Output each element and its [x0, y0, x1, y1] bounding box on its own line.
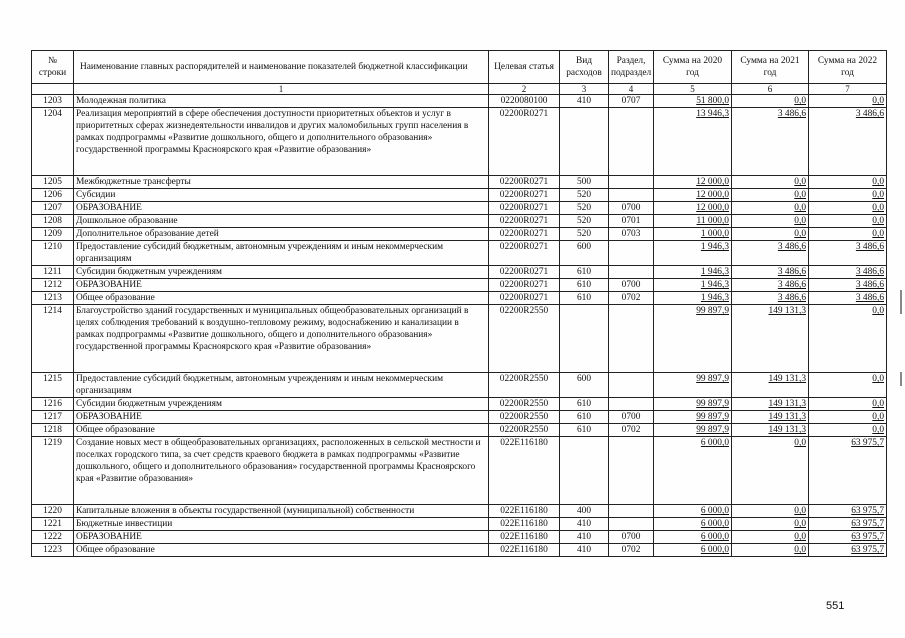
row-sum-2022-value: 0,0	[872, 229, 884, 239]
table-row	[32, 398, 887, 411]
header-section: Раздел, подраздел	[609, 51, 654, 84]
table-row	[32, 424, 887, 437]
row-number: 1208	[32, 215, 74, 228]
table-row	[32, 305, 887, 373]
row-expense-type: 410	[560, 544, 609, 557]
row-sum-2022	[809, 266, 887, 279]
row-sum-2021-value: 0,0	[794, 506, 806, 516]
header-name: Наименование главных распорядителей и наименование показателей бюджетной классификации	[74, 51, 489, 84]
row-target-article: 02200R0271	[489, 266, 560, 279]
table-row	[32, 202, 887, 215]
row-number: 1217	[32, 411, 74, 424]
row-sum-2022-value: 0,0	[872, 216, 884, 226]
row-expense-type: 520	[560, 228, 609, 241]
row-expense-type: 400	[560, 505, 609, 518]
row-expense-type: 520	[560, 189, 609, 202]
row-sum-2020	[654, 95, 732, 108]
header-sum-2021: Сумма на 2021 год	[732, 51, 809, 84]
row-sum-2021-value: 149 131,3	[768, 425, 806, 435]
row-sum-2022-value: 3 486,6	[855, 109, 884, 119]
row-sum-2022	[809, 437, 887, 505]
row-name: Общее образование	[74, 544, 489, 557]
table-row	[32, 544, 887, 557]
row-target-article: 02200R0271	[489, 279, 560, 292]
row-sum-2020	[654, 424, 732, 437]
row-section	[609, 189, 654, 202]
row-sum-2020-value: 99 897,9	[696, 306, 729, 316]
row-sum-2022	[809, 505, 887, 518]
row-sum-2020-value: 13 946,3	[696, 109, 729, 119]
row-sum-2022-value: 0,0	[872, 412, 884, 422]
scan-edge-mark	[900, 290, 902, 314]
row-sum-2021	[732, 531, 809, 544]
row-expense-type: 520	[560, 202, 609, 215]
row-target-article: 02200R0271	[489, 108, 560, 176]
row-sum-2022	[809, 424, 887, 437]
row-sum-2021-value: 149 131,3	[768, 399, 806, 409]
row-name: Благоустройство зданий государственных и муниципальных общеобразовательных организаций в целях соблюдения требований к воздушно-тепловому режиму, водоснабжению и канализации в рамках подпрограммы «Развитие дошкольного, общего и дополнительного образования» государственной программы Красноярского края «Развитие образования»	[74, 305, 489, 373]
row-sum-2020-value: 6 000,0	[700, 438, 729, 448]
row-sum-2022	[809, 373, 887, 398]
row-section	[609, 266, 654, 279]
row-section	[609, 241, 654, 266]
row-expense-type	[560, 437, 609, 505]
row-expense-type: 610	[560, 279, 609, 292]
row-expense-type: 520	[560, 215, 609, 228]
row-number: 1215	[32, 373, 74, 398]
row-sum-2021-value: 3 486,6	[777, 280, 806, 290]
row-name: Создание новых мест в общеобразовательных организациях, расположенных в сельской местности и поселках городского типа, за счет средств краевого бюджета в рамках подпрограммы «Развитие дошкольного, общего и дополнительного образования» государственной программы Красноярского края «Развитие образования»	[74, 437, 489, 505]
row-target-article: 02200R2550	[489, 305, 560, 373]
row-sum-2021	[732, 373, 809, 398]
row-sum-2020	[654, 228, 732, 241]
row-sum-2022-value: 0,0	[872, 96, 884, 106]
row-number: 1209	[32, 228, 74, 241]
row-sum-2022-value: 63 975,7	[851, 545, 884, 555]
row-sum-2022	[809, 518, 887, 531]
row-sum-2021-value: 0,0	[794, 177, 806, 187]
row-sum-2020-value: 6 000,0	[700, 519, 729, 529]
row-sum-2020-value: 1 946,3	[700, 280, 729, 290]
row-target-article: 022E116180	[489, 437, 560, 505]
row-number: 1213	[32, 292, 74, 305]
row-number: 1211	[32, 266, 74, 279]
row-name: Капитальные вложения в объекты государственной (муниципальной) собственности	[74, 505, 489, 518]
row-name: Субсидии бюджетным учреждениям	[74, 266, 489, 279]
row-name: Бюджетные инвестиции	[74, 518, 489, 531]
row-sum-2020	[654, 505, 732, 518]
header-sum-2022: Сумма на 2022 год	[809, 51, 887, 84]
row-sum-2021	[732, 108, 809, 176]
row-sum-2022-value: 0,0	[872, 306, 884, 316]
row-sum-2022	[809, 228, 887, 241]
row-sum-2021-value: 0,0	[794, 96, 806, 106]
row-sum-2021-value: 149 131,3	[768, 412, 806, 422]
row-section: 0702	[609, 544, 654, 557]
row-expense-type: 600	[560, 373, 609, 398]
row-sum-2021	[732, 518, 809, 531]
header-number: 3	[560, 84, 609, 95]
row-sum-2021-value: 3 486,6	[777, 293, 806, 303]
row-sum-2020	[654, 279, 732, 292]
row-sum-2021-value: 149 131,3	[768, 374, 806, 384]
scan-edge-mark	[900, 372, 902, 386]
row-expense-type: 600	[560, 241, 609, 266]
row-sum-2021-value: 0,0	[794, 203, 806, 213]
header-number: 7	[809, 84, 887, 95]
header-target-article: Целевая статья	[489, 51, 560, 84]
header-number-blank	[32, 84, 74, 95]
row-name: Предоставление субсидий бюджетным, автономным учреждениям и иным некоммерческим организациям	[74, 241, 489, 266]
row-sum-2020-value: 11 000,0	[696, 216, 729, 226]
row-sum-2022-value: 3 486,6	[855, 293, 884, 303]
header-number: 4	[609, 84, 654, 95]
row-target-article: 02200R2550	[489, 398, 560, 411]
row-name: Межбюджетные трансферты	[74, 176, 489, 189]
row-number: 1222	[32, 531, 74, 544]
row-sum-2020	[654, 266, 732, 279]
row-expense-type: 410	[560, 531, 609, 544]
row-section	[609, 437, 654, 505]
row-name: Дошкольное образование	[74, 215, 489, 228]
row-sum-2021	[732, 279, 809, 292]
row-target-article: 022E116180	[489, 518, 560, 531]
row-target-article: 02200R0271	[489, 228, 560, 241]
row-section	[609, 305, 654, 373]
header-sum-2020: Сумма на 2020 год	[654, 51, 732, 84]
row-section: 0702	[609, 292, 654, 305]
row-number: 1203	[32, 95, 74, 108]
row-expense-type: 610	[560, 411, 609, 424]
row-sum-2022	[809, 531, 887, 544]
row-sum-2020-value: 12 000,0	[696, 190, 729, 200]
row-sum-2021	[732, 189, 809, 202]
row-sum-2022	[809, 305, 887, 373]
row-sum-2021-value: 0,0	[794, 438, 806, 448]
row-sum-2022-value: 0,0	[872, 203, 884, 213]
row-sum-2022	[809, 398, 887, 411]
row-section: 0701	[609, 215, 654, 228]
table-row	[32, 266, 887, 279]
row-number: 1204	[32, 108, 74, 176]
row-target-article: 022E116180	[489, 505, 560, 518]
row-number: 1220	[32, 505, 74, 518]
row-sum-2021	[732, 305, 809, 373]
row-sum-2022-value: 0,0	[872, 399, 884, 409]
row-name: ОБРАЗОВАНИЕ	[74, 411, 489, 424]
header-expense-type: Вид расходов	[560, 51, 609, 84]
row-sum-2021-value: 0,0	[794, 519, 806, 529]
row-expense-type	[560, 108, 609, 176]
row-number: 1210	[32, 241, 74, 266]
header-number: 1	[74, 84, 489, 95]
table-body	[32, 95, 887, 557]
row-sum-2021	[732, 215, 809, 228]
row-sum-2022-value: 63 975,7	[851, 506, 884, 516]
row-target-article: 02200R2550	[489, 373, 560, 398]
row-section	[609, 108, 654, 176]
row-sum-2020-value: 1 000,0	[700, 229, 729, 239]
table-row	[32, 518, 887, 531]
row-target-article: 02200R0271	[489, 241, 560, 266]
row-sum-2022	[809, 189, 887, 202]
row-target-article: 02200R0271	[489, 202, 560, 215]
row-name: Молодежная политика	[74, 95, 489, 108]
row-sum-2020	[654, 531, 732, 544]
row-expense-type	[560, 305, 609, 373]
row-sum-2021	[732, 202, 809, 215]
row-sum-2021	[732, 176, 809, 189]
row-sum-2021	[732, 95, 809, 108]
row-section: 0700	[609, 411, 654, 424]
header-row	[32, 51, 887, 84]
row-sum-2022	[809, 544, 887, 557]
row-sum-2022-value: 3 486,6	[855, 242, 884, 252]
row-sum-2022	[809, 202, 887, 215]
row-number: 1212	[32, 279, 74, 292]
table-row	[32, 411, 887, 424]
row-target-article: 022E116180	[489, 531, 560, 544]
row-number: 1219	[32, 437, 74, 505]
row-sum-2020	[654, 373, 732, 398]
table-row	[32, 228, 887, 241]
row-number: 1223	[32, 544, 74, 557]
row-target-article: 02200R0271	[489, 176, 560, 189]
table-row	[32, 189, 887, 202]
row-sum-2022-value: 0,0	[872, 425, 884, 435]
row-target-article: 02200R0271	[489, 292, 560, 305]
header-number: 5	[654, 84, 732, 95]
row-target-article: 02200R0271	[489, 189, 560, 202]
header-numbers-row	[32, 84, 887, 95]
row-number: 1216	[32, 398, 74, 411]
table-row	[32, 241, 887, 266]
row-sum-2021	[732, 398, 809, 411]
row-sum-2021-value: 3 486,6	[777, 242, 806, 252]
row-sum-2022-value: 63 975,7	[851, 532, 884, 542]
row-expense-type: 410	[560, 95, 609, 108]
row-sum-2020	[654, 305, 732, 373]
row-sum-2020	[654, 215, 732, 228]
row-section	[609, 373, 654, 398]
row-sum-2022	[809, 292, 887, 305]
row-sum-2022-value: 0,0	[872, 190, 884, 200]
row-target-article: 022E116180	[489, 544, 560, 557]
row-sum-2020-value: 12 000,0	[696, 203, 729, 213]
row-name: ОБРАЗОВАНИЕ	[74, 202, 489, 215]
table-row	[32, 292, 887, 305]
row-sum-2021-value: 0,0	[794, 545, 806, 555]
row-section: 0700	[609, 531, 654, 544]
row-sum-2022-value: 3 486,6	[855, 280, 884, 290]
row-target-article: 02200R2550	[489, 411, 560, 424]
table-row	[32, 176, 887, 189]
row-target-article: 0220080100	[489, 95, 560, 108]
table-row	[32, 215, 887, 228]
row-sum-2022-value: 0,0	[872, 177, 884, 187]
row-sum-2021-value: 0,0	[794, 190, 806, 200]
row-section: 0702	[609, 424, 654, 437]
row-expense-type: 500	[560, 176, 609, 189]
row-sum-2020-value: 6 000,0	[700, 545, 729, 555]
row-sum-2020	[654, 411, 732, 424]
row-sum-2022	[809, 176, 887, 189]
row-section: 0707	[609, 95, 654, 108]
row-name: ОБРАЗОВАНИЕ	[74, 531, 489, 544]
row-name: Дополнительное образование детей	[74, 228, 489, 241]
row-sum-2021	[732, 292, 809, 305]
row-sum-2021	[732, 437, 809, 505]
row-expense-type: 410	[560, 518, 609, 531]
row-sum-2020	[654, 398, 732, 411]
row-sum-2021-value: 3 486,6	[777, 267, 806, 277]
row-section	[609, 505, 654, 518]
table-row	[32, 373, 887, 398]
page-number: 551	[826, 600, 845, 612]
row-target-article: 02200R0271	[489, 215, 560, 228]
row-sum-2022	[809, 411, 887, 424]
row-section	[609, 176, 654, 189]
row-sum-2021	[732, 424, 809, 437]
row-section	[609, 398, 654, 411]
row-sum-2022	[809, 108, 887, 176]
row-sum-2020-value: 6 000,0	[700, 506, 729, 516]
row-sum-2020-value: 99 897,9	[696, 399, 729, 409]
row-name: Предоставление субсидий бюджетным, автономным учреждениям и иным некоммерческим организациям	[74, 373, 489, 398]
row-sum-2020	[654, 241, 732, 266]
row-sum-2021	[732, 228, 809, 241]
row-sum-2021-value: 149 131,3	[768, 306, 806, 316]
row-sum-2020	[654, 292, 732, 305]
table-row	[32, 108, 887, 176]
row-number: 1207	[32, 202, 74, 215]
row-sum-2022-value: 63 975,7	[851, 519, 884, 529]
row-sum-2022	[809, 241, 887, 266]
row-sum-2020	[654, 176, 732, 189]
row-sum-2022	[809, 279, 887, 292]
table-row	[32, 437, 887, 505]
row-sum-2020-value: 1 946,3	[700, 293, 729, 303]
table-row	[32, 95, 887, 108]
row-sum-2022	[809, 215, 887, 228]
row-name: Общее образование	[74, 424, 489, 437]
table-row	[32, 279, 887, 292]
row-name: Реализация мероприятий в сфере обеспечения доступности приоритетных объектов и услуг в приоритетных сферах жизнедеятельности инвалидов и других маломобильных групп населения в рамках подпрограммы «Развитие дошкольного, общего и дополнительного образования» государственной программы Красноярского края «Развитие образования»	[74, 108, 489, 176]
header-row-number: № строки	[32, 51, 74, 84]
row-sum-2020-value: 1 946,3	[700, 242, 729, 252]
row-number: 1218	[32, 424, 74, 437]
row-sum-2020-value: 99 897,9	[696, 374, 729, 384]
row-sum-2020	[654, 518, 732, 531]
row-sum-2020	[654, 437, 732, 505]
row-sum-2021	[732, 241, 809, 266]
header-number: 2	[489, 84, 560, 95]
row-target-article: 02200R2550	[489, 424, 560, 437]
row-sum-2021-value: 0,0	[794, 532, 806, 542]
row-section	[609, 518, 654, 531]
row-number: 1221	[32, 518, 74, 531]
row-sum-2020-value: 51 800,0	[696, 96, 729, 106]
row-sum-2021-value: 0,0	[794, 229, 806, 239]
row-sum-2021-value: 3 486,6	[777, 109, 806, 119]
row-sum-2022-value: 63 975,7	[851, 438, 884, 448]
row-sum-2021	[732, 544, 809, 557]
row-name: Общее образование	[74, 292, 489, 305]
row-sum-2020-value: 99 897,9	[696, 425, 729, 435]
row-expense-type: 610	[560, 266, 609, 279]
row-sum-2022-value: 0,0	[872, 374, 884, 384]
budget-table	[31, 50, 887, 557]
row-number: 1214	[32, 305, 74, 373]
row-expense-type: 610	[560, 424, 609, 437]
row-sum-2020	[654, 544, 732, 557]
row-sum-2020	[654, 189, 732, 202]
row-sum-2020	[654, 108, 732, 176]
row-name: Субсидии	[74, 189, 489, 202]
row-section: 0703	[609, 228, 654, 241]
row-name: Субсидии бюджетным учреждениям	[74, 398, 489, 411]
row-sum-2020	[654, 202, 732, 215]
row-sum-2020-value: 12 000,0	[696, 177, 729, 187]
row-sum-2021-value: 0,0	[794, 216, 806, 226]
row-expense-type: 610	[560, 292, 609, 305]
row-sum-2022	[809, 95, 887, 108]
row-section: 0700	[609, 202, 654, 215]
table-row	[32, 505, 887, 518]
row-number: 1205	[32, 176, 74, 189]
row-sum-2020-value: 99 897,9	[696, 412, 729, 422]
row-sum-2021	[732, 505, 809, 518]
row-name: ОБРАЗОВАНИЕ	[74, 279, 489, 292]
header-number: 6	[732, 84, 809, 95]
row-section: 0700	[609, 279, 654, 292]
row-sum-2020-value: 6 000,0	[700, 532, 729, 542]
row-sum-2020-value: 1 946,3	[700, 267, 729, 277]
row-sum-2021	[732, 411, 809, 424]
row-expense-type: 610	[560, 398, 609, 411]
table-row	[32, 531, 887, 544]
row-number: 1206	[32, 189, 74, 202]
row-sum-2022-value: 3 486,6	[855, 267, 884, 277]
row-sum-2021	[732, 266, 809, 279]
